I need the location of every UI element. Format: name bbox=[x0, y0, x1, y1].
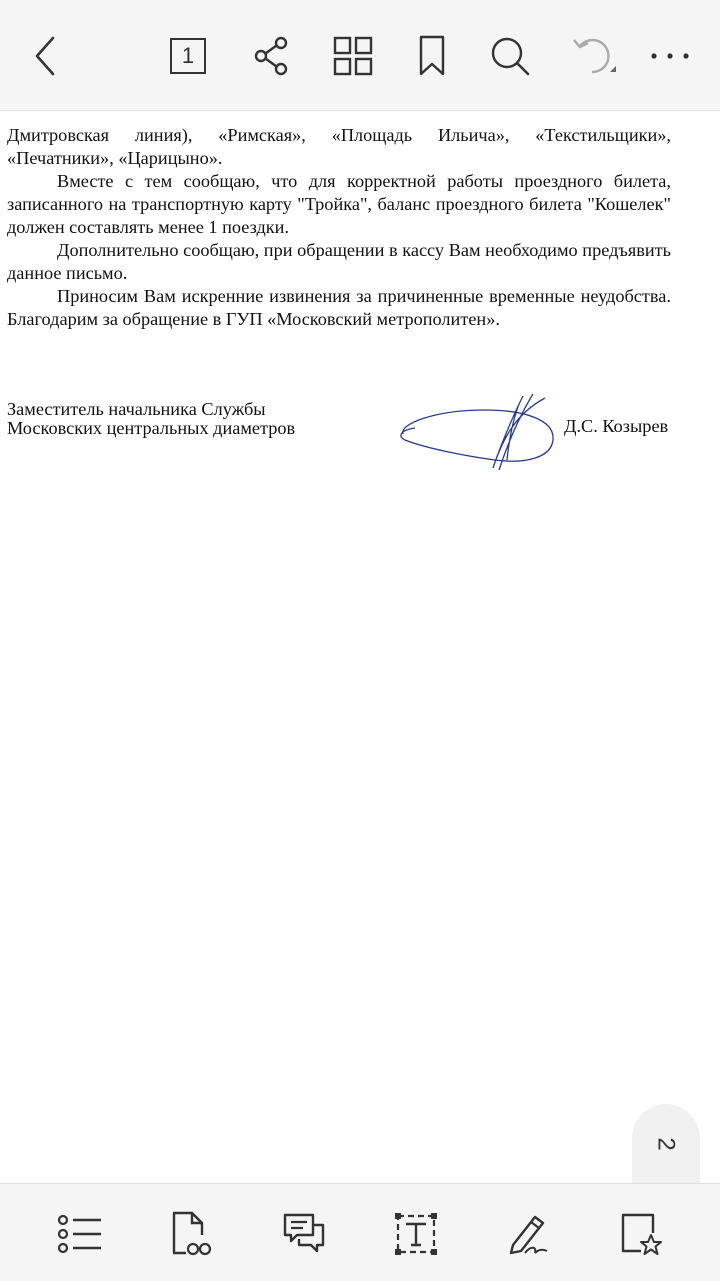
text-select-icon bbox=[394, 1212, 438, 1256]
search-icon bbox=[489, 35, 531, 77]
back-icon bbox=[31, 34, 61, 78]
favorite-icon bbox=[617, 1211, 663, 1257]
share-button[interactable] bbox=[244, 28, 300, 84]
text-select-button[interactable] bbox=[390, 1208, 442, 1260]
handwritten-signature bbox=[395, 390, 560, 475]
paragraph-3: Дополнительно сообщаю, при обращении в кассу Вам необходимо предъявить данное письмо. bbox=[7, 240, 671, 283]
bookmark-button[interactable] bbox=[404, 28, 460, 84]
grid-icon bbox=[333, 36, 373, 76]
signatory-title bbox=[7, 400, 295, 438]
pen-button[interactable] bbox=[502, 1208, 554, 1260]
document-body bbox=[7, 124, 671, 331]
bottom-toolbar bbox=[0, 1183, 720, 1281]
undo-icon bbox=[570, 34, 618, 78]
bookmark-icon bbox=[417, 35, 447, 77]
paragraph-2: Вместе с тем сообщаю, что для корректной работы проездного билета, записанного на транспортную карту "Тройка", баланс проездного билета "Кошелек" должен составлять менее 1 поездки. bbox=[7, 171, 671, 237]
list-icon bbox=[57, 1214, 103, 1254]
signatory-title-line-1: Заместитель начальника Службы bbox=[7, 399, 266, 419]
comment-icon bbox=[281, 1211, 327, 1257]
more-icon bbox=[649, 51, 691, 61]
paragraph-1: Дмитровская линия), «Римская», «Площадь Ильича», «Текстильщики», «Печатники», «Царицыно». bbox=[7, 125, 671, 168]
signatory-title-line-2: Московских центральных диаметров bbox=[7, 418, 296, 438]
favorites-button[interactable] bbox=[614, 1208, 666, 1260]
undo-button[interactable] bbox=[566, 28, 622, 84]
comments-button[interactable] bbox=[278, 1208, 330, 1260]
share-icon bbox=[252, 34, 292, 78]
page-indicator-number: 2 bbox=[652, 1137, 680, 1151]
back-button[interactable] bbox=[18, 28, 74, 84]
paragraph-4: Приносим Вам искренние извинения за причиненные временные неудобства. Благодарим за обращение в ГУП «Московский метрополитен». bbox=[7, 286, 671, 329]
page-number-icon bbox=[170, 38, 206, 74]
more-button[interactable] bbox=[642, 28, 698, 84]
outline-button[interactable] bbox=[54, 1208, 106, 1260]
page-indicator[interactable] bbox=[632, 1104, 700, 1184]
search-button[interactable] bbox=[482, 28, 538, 84]
page-number-button[interactable] bbox=[160, 28, 216, 84]
reading-mode-button[interactable] bbox=[166, 1208, 218, 1260]
pen-icon bbox=[505, 1211, 551, 1257]
reading-mode-icon bbox=[170, 1211, 214, 1257]
top-toolbar bbox=[0, 0, 720, 111]
signatory-name: Д.С. Козырев bbox=[564, 416, 669, 436]
page-number-label: 1 bbox=[181, 43, 195, 68]
grid-view-button[interactable] bbox=[325, 28, 381, 84]
